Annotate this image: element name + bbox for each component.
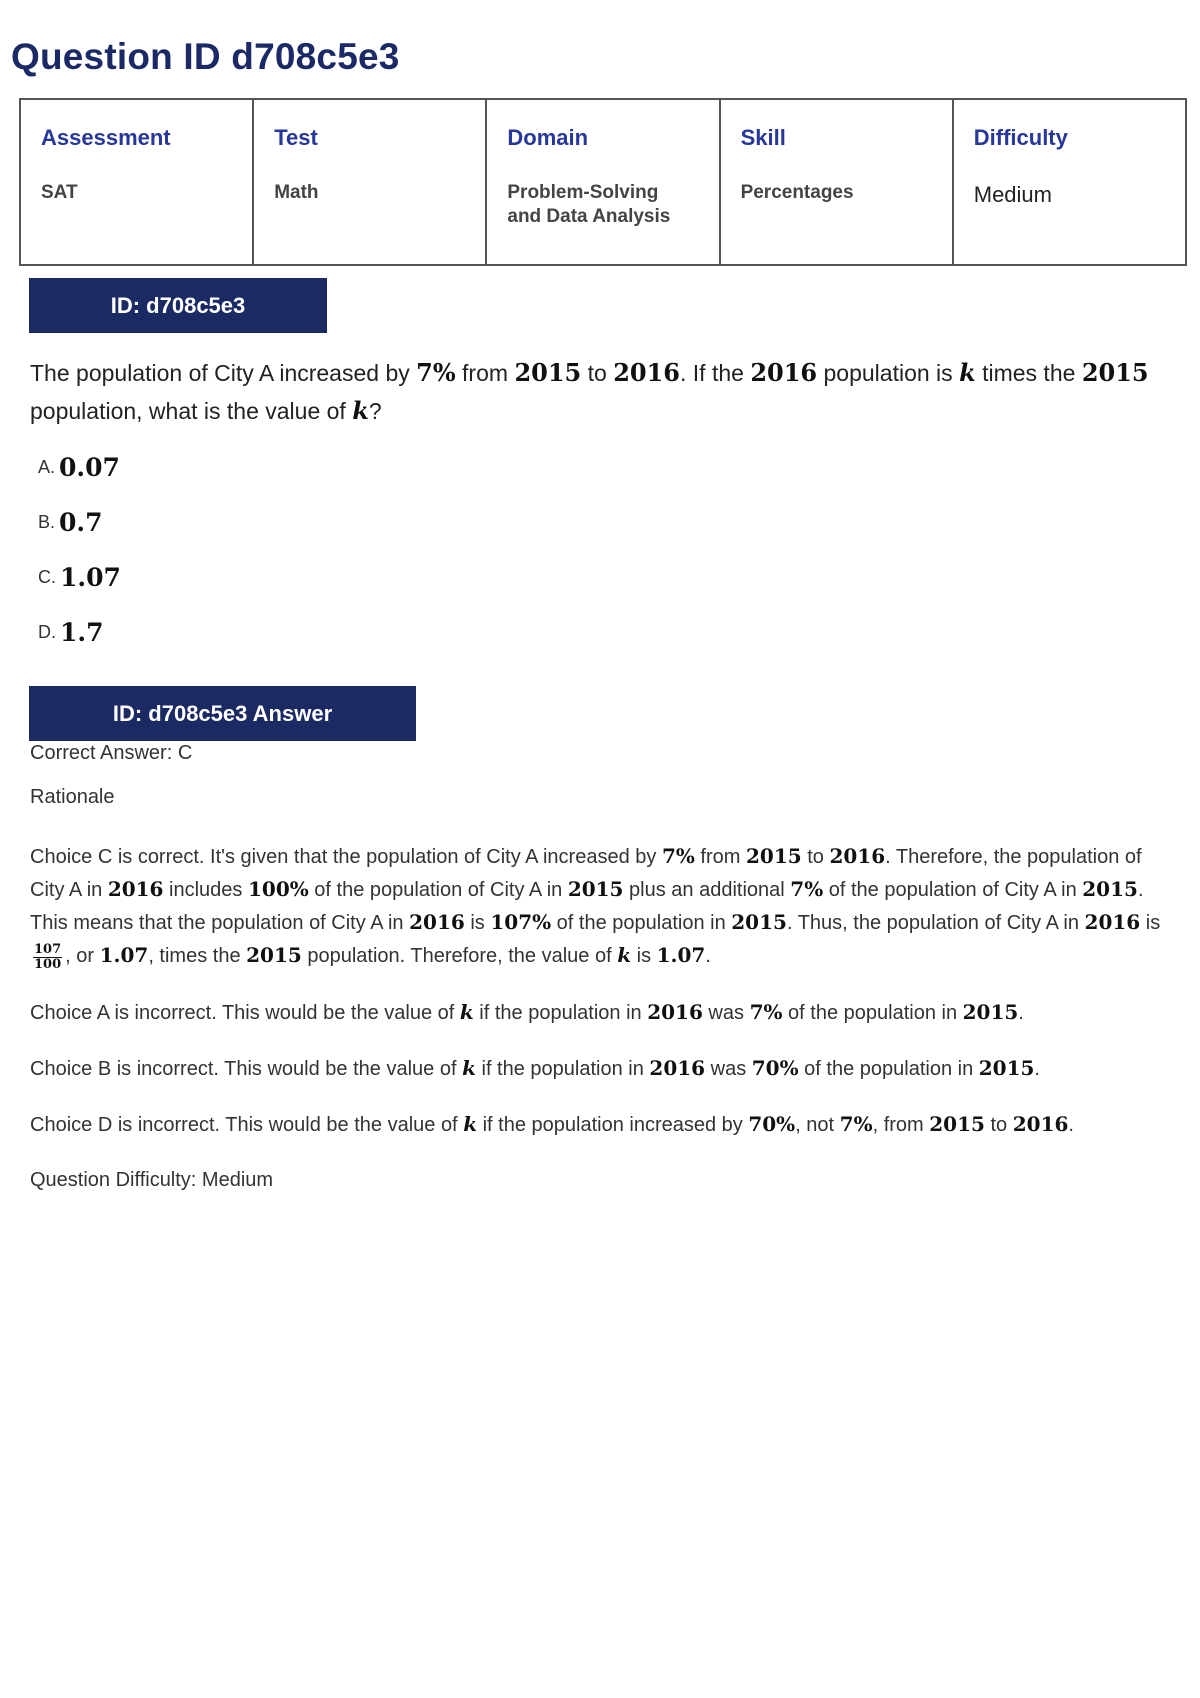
- choice-a[interactable]: [38, 440, 121, 495]
- math-value: 2016: [649, 1056, 706, 1080]
- meta-cell-skill: [720, 99, 953, 265]
- math-value: 7%: [416, 358, 456, 387]
- meta-cell-assessment: [20, 99, 253, 265]
- math-value: 70%: [751, 1056, 799, 1080]
- meta-value-domain: Problem-Solving and Data Analysis: [507, 182, 671, 227]
- math-value: 2016: [750, 358, 818, 387]
- rationale-text: . Therefore, the population of City A in: [30, 846, 1142, 901]
- question-text: to: [581, 360, 614, 386]
- answer-id-banner: ID: d708c5e3 Answer: [29, 686, 416, 741]
- meta-label-test: Test: [274, 125, 318, 150]
- math-value: 2016: [409, 910, 465, 934]
- choice-letter: B.: [38, 512, 56, 532]
- math-value: 2015: [1081, 358, 1149, 387]
- choice-letter: A.: [38, 457, 56, 477]
- rationale-text: includes: [163, 879, 248, 901]
- meta-cell-test: [253, 99, 486, 265]
- question-text: . If the: [680, 360, 751, 386]
- rationale-text: , from: [872, 1114, 930, 1136]
- rationale-text: .: [1068, 1114, 1074, 1136]
- math-value: 2016: [107, 877, 164, 901]
- choice-c[interactable]: [38, 550, 121, 605]
- rationale-text: is: [464, 912, 491, 934]
- math-value: 2015: [745, 844, 802, 868]
- meta-label-difficulty: Difficulty: [973, 125, 1068, 150]
- math-value: 1.07: [656, 943, 706, 967]
- math-value: 7%: [661, 844, 695, 868]
- rationale-text: Choice D is incorrect. This would be the value of: [30, 1114, 464, 1136]
- meta-value-difficulty: Medium: [973, 182, 1052, 207]
- rationale-label: Rationale: [30, 786, 115, 808]
- math-value: 2016: [1084, 910, 1141, 934]
- math-value: 100%: [247, 877, 309, 901]
- math-variable: k: [459, 1000, 474, 1024]
- math-value: 2015: [567, 877, 624, 901]
- math-variable: k: [617, 943, 632, 967]
- meta-value-test: Math: [274, 182, 319, 203]
- rationale-text: .: [705, 945, 711, 967]
- rationale-text: Choice A is incorrect. This would be the value of: [30, 1002, 460, 1024]
- question-id-banner: ID: d708c5e3: [29, 278, 327, 333]
- answer-choices: [38, 440, 121, 660]
- choice-value: 1.07: [60, 563, 121, 592]
- math-value: 70%: [748, 1112, 796, 1136]
- rationale-text: . This means that the population of City A in: [30, 879, 1144, 934]
- rationale-text: if the population in: [473, 1002, 648, 1024]
- rationale-text: of the population in: [782, 1002, 963, 1024]
- rationale-text: is: [631, 945, 657, 967]
- rationale-text: to: [801, 846, 830, 868]
- rationale-text: to: [984, 1114, 1013, 1136]
- math-value: 107%: [490, 910, 552, 934]
- math-value: 2016: [647, 1000, 703, 1024]
- rationale-text: of the population in: [551, 912, 732, 934]
- rationale-text: if the population increased by: [477, 1114, 749, 1136]
- rationale-text: was: [702, 1002, 750, 1024]
- fraction: [33, 943, 62, 971]
- question-text: ?: [368, 398, 382, 424]
- question-text: population, what is the value of: [30, 398, 353, 424]
- rationale-choice-c: [30, 840, 1180, 972]
- rationale-text: plus an additional: [623, 879, 791, 901]
- math-value: 2015: [1082, 877, 1138, 901]
- rationale-text: of the population in: [798, 1058, 979, 1080]
- choice-value: 1.7: [60, 618, 104, 647]
- math-value: 7%: [790, 877, 824, 901]
- math-value: 2016: [613, 358, 680, 387]
- rationale-text: Choice B is incorrect. This would be the value of: [30, 1058, 463, 1080]
- rationale-text: population. Therefore, the value of: [301, 945, 618, 967]
- math-value: 2015: [514, 358, 582, 387]
- rationale-text: is: [1140, 912, 1161, 934]
- choice-value: 0.7: [59, 508, 103, 537]
- rationale-choice-d: [30, 1108, 1180, 1141]
- math-variable: k: [959, 358, 976, 387]
- math-value: 1.07: [99, 943, 149, 967]
- math-variable: k: [352, 396, 369, 425]
- meta-label-domain: Domain: [507, 125, 589, 150]
- question-text: The population of City A increased by: [30, 360, 417, 386]
- math-value: 2015: [929, 1112, 985, 1136]
- question-metadata-table: [19, 98, 1187, 266]
- meta-label-assessment: Assessment: [41, 125, 171, 150]
- rationale-text: was: [705, 1058, 752, 1080]
- rationale-text: , times the: [148, 945, 247, 967]
- choice-letter: C.: [38, 567, 56, 587]
- meta-value-skill: Percentages: [740, 182, 854, 203]
- rationale-text: of the population of City A in: [823, 879, 1083, 901]
- correct-answer: Correct Answer: C: [30, 742, 193, 764]
- choice-d[interactable]: [38, 605, 121, 660]
- meta-cell-difficulty: [953, 99, 1186, 265]
- question-text: from: [455, 360, 515, 386]
- rationale-text: , not: [795, 1114, 840, 1136]
- math-value: 2016: [1012, 1112, 1069, 1136]
- rationale-text: of the population of City A in: [308, 879, 568, 901]
- math-value: 2015: [978, 1056, 1035, 1080]
- rationale-text: .: [1018, 1002, 1024, 1024]
- rationale-text: , or: [65, 945, 100, 967]
- question-text: population is: [817, 360, 960, 386]
- page-title: Question ID d708c5e3: [11, 36, 400, 77]
- rationale-text: if the population in: [475, 1058, 650, 1080]
- rationale-choice-a: [30, 996, 1180, 1029]
- math-value: 2016: [829, 844, 886, 868]
- math-value: 2015: [731, 910, 787, 934]
- meta-value-assessment: SAT: [41, 182, 78, 203]
- rationale-text: . Thus, the population of City A in: [786, 912, 1085, 934]
- rationale-choice-b: [30, 1052, 1180, 1085]
- math-value: 2015: [962, 1000, 1019, 1024]
- choice-value: 0.07: [59, 453, 120, 482]
- question-difficulty-footer: Question Difficulty: Medium: [30, 1169, 274, 1191]
- rationale-text: from: [694, 846, 746, 868]
- meta-label-skill: Skill: [740, 125, 786, 150]
- fraction-numerator: 107: [34, 941, 62, 957]
- question-stem: [30, 354, 1180, 430]
- rationale-text: .: [1034, 1058, 1040, 1080]
- fraction-denominator: 100: [34, 956, 62, 972]
- meta-cell-domain: [486, 99, 719, 265]
- math-variable: k: [462, 1056, 476, 1080]
- math-value: 7%: [839, 1112, 873, 1136]
- choice-letter: D.: [38, 622, 56, 642]
- question-text: times the: [975, 360, 1082, 386]
- math-value: 2015: [246, 943, 302, 967]
- math-value: 7%: [749, 1000, 783, 1024]
- choice-b[interactable]: [38, 495, 121, 550]
- math-variable: k: [463, 1112, 478, 1136]
- rationale-text: Choice C is correct. It's given that the population of City A increased by: [30, 846, 662, 868]
